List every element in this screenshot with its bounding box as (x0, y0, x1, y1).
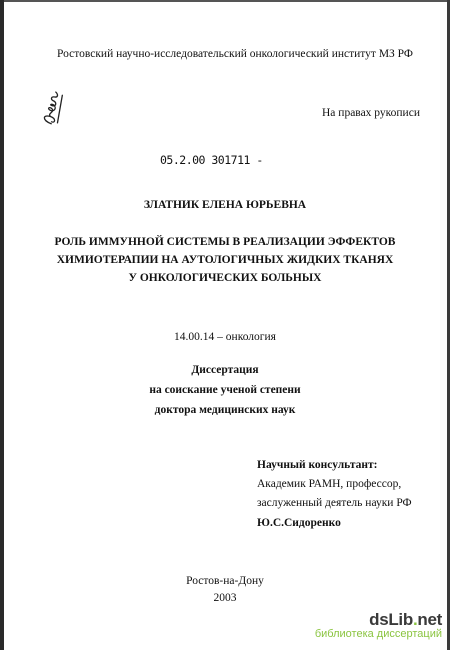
title-line: ХИМИОТЕРАПИИ НА АУТОЛОГИЧНЫХ ЖИДКИХ ТКАНЯХ (56, 254, 394, 266)
dissertation-line: доктора медицинских наук (154, 404, 296, 416)
consultant-heading: Научный консультант: (257, 459, 378, 471)
watermark-subtitle: библиотека диссертаций (314, 628, 442, 640)
consultant-title: Академик РАМН, профессор, (257, 478, 402, 490)
dissertation-line: Диссертация (191, 364, 259, 376)
rights-note: На правах рукописи (322, 107, 420, 119)
scan-left-edge (0, 0, 4, 650)
scan-top-edge (0, 0, 450, 2)
institute-name: Ростовский научно-исследовательский онкологический институт МЗ РФ (57, 48, 413, 60)
specialty-code: 14.00.14 – онкология (174, 331, 276, 343)
title-line: РОЛЬ ИММУННОЙ СИСТЕМЫ В РЕАЛИЗАЦИИ ЭФФЕКТОВ (54, 236, 396, 248)
author-name: ЗЛАТНИК ЕЛЕНА ЮРЬЕВНА (143, 199, 307, 211)
consultant-name: Ю.С.Сидоренко (257, 517, 341, 529)
registration-number: 05.2.00 301711 - (160, 153, 263, 167)
watermark-logo: dsLib.net (369, 610, 442, 629)
year: 2003 (213, 592, 237, 604)
handwritten-signature (36, 86, 72, 130)
watermark (315, 610, 442, 640)
title-line: У ОНКОЛОГИЧЕСКИХ БОЛЬНЫХ (128, 272, 322, 284)
dissertation-line: на соискание ученой степени (149, 384, 301, 396)
consultant-title: заслуженный деятель науки РФ (257, 497, 412, 509)
city: Ростов-на-Дону (186, 575, 264, 587)
